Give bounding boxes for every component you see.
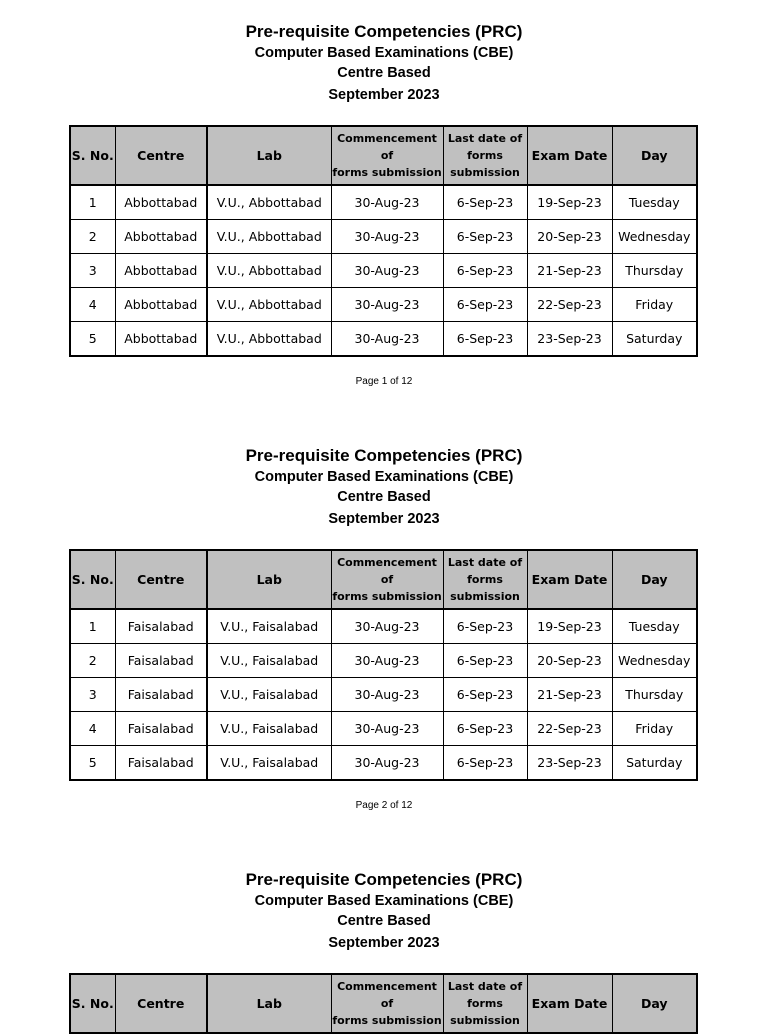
- cell-lab: V.U., Abbottabad: [207, 254, 331, 288]
- cell-centre: Faisalabad: [115, 712, 207, 746]
- col-header-last-date: [443, 126, 527, 185]
- exam-session: September 2023: [328, 511, 440, 527]
- col-header-commencement-line1: Commencement of: [337, 980, 437, 1010]
- table-row: [70, 609, 697, 644]
- page-subtitle: Computer Based Examinations (CBE): [254, 469, 514, 485]
- cell-lab: V.U., Faisalabad: [207, 644, 331, 678]
- cell-day: Wednesday: [612, 644, 697, 678]
- cell-last-date: 6-Sep-23: [443, 678, 527, 712]
- table-row: [70, 678, 697, 712]
- cell-centre: Abbottabad: [115, 322, 207, 357]
- col-header-exam-date: Exam Date: [527, 126, 612, 185]
- col-header-commencement-line2: forms submission: [332, 590, 442, 603]
- col-header-commencement-line2: forms submission: [332, 166, 442, 179]
- cell-commencement: 30-Aug-23: [331, 712, 443, 746]
- table-row: [70, 712, 697, 746]
- cell-exam-date: 22-Sep-23: [527, 712, 612, 746]
- col-header-day: Day: [612, 550, 697, 609]
- col-header-last-date-line1: Last date of: [447, 980, 523, 993]
- page-subtitle: Computer Based Examinations (CBE): [254, 893, 514, 909]
- cell-day: Tuesday: [612, 609, 697, 644]
- cell-day: Saturday: [612, 746, 697, 781]
- cell-sno: 2: [70, 644, 115, 678]
- exam-mode: Centre Based: [337, 489, 431, 505]
- col-header-lab: Lab: [207, 126, 331, 185]
- cell-lab: V.U., Faisalabad: [207, 678, 331, 712]
- table-row: [70, 185, 697, 220]
- schedule-table: [69, 973, 698, 1034]
- cell-last-date: 6-Sep-23: [443, 185, 527, 220]
- cell-day: Friday: [612, 712, 697, 746]
- cell-centre: Abbottabad: [115, 185, 207, 220]
- col-header-sno: S. No.: [70, 974, 115, 1033]
- exam-mode: Centre Based: [337, 913, 431, 929]
- col-header-lab: Lab: [207, 550, 331, 609]
- page-title: Pre-requisite Competencies (PRC): [245, 446, 523, 465]
- table-header-row: [70, 550, 697, 609]
- table-row: [70, 644, 697, 678]
- cell-last-date: 6-Sep-23: [443, 220, 527, 254]
- cell-last-date: 6-Sep-23: [443, 746, 527, 781]
- cell-lab: V.U., Abbottabad: [207, 185, 331, 220]
- page-footer: Page 1 of 12: [355, 376, 413, 387]
- cell-exam-date: 19-Sep-23: [527, 185, 612, 220]
- cell-lab: V.U., Faisalabad: [207, 746, 331, 781]
- cell-exam-date: 20-Sep-23: [527, 220, 612, 254]
- col-header-sno: S. No.: [70, 126, 115, 185]
- col-header-centre: Centre: [115, 550, 207, 609]
- cell-day: Thursday: [612, 254, 697, 288]
- cell-sno: 3: [70, 254, 115, 288]
- col-header-last-date-line2: forms: [467, 573, 503, 586]
- cell-sno: 3: [70, 678, 115, 712]
- col-header-last-date-line1: Last date of: [447, 556, 523, 569]
- cell-centre: Faisalabad: [115, 678, 207, 712]
- cell-exam-date: 23-Sep-23: [527, 746, 612, 781]
- col-header-lab: Lab: [207, 974, 331, 1033]
- cell-centre: Faisalabad: [115, 746, 207, 781]
- cell-lab: V.U., Faisalabad: [207, 609, 331, 644]
- col-header-commencement: [331, 974, 443, 1033]
- table-header-row: [70, 126, 697, 185]
- schedule-table: [69, 549, 698, 781]
- cell-exam-date: 22-Sep-23: [527, 288, 612, 322]
- col-header-last-date-line2: forms: [467, 997, 503, 1010]
- cell-centre: Faisalabad: [115, 644, 207, 678]
- cell-last-date: 6-Sep-23: [443, 609, 527, 644]
- cell-sno: 1: [70, 185, 115, 220]
- col-header-commencement-line1: Commencement of: [337, 556, 437, 586]
- cell-exam-date: 21-Sep-23: [527, 254, 612, 288]
- exam-session: September 2023: [328, 935, 440, 951]
- page-footer: Page 2 of 12: [355, 800, 413, 811]
- col-header-commencement-line2: forms submission: [332, 1014, 442, 1027]
- col-header-last-date-line2: forms: [467, 149, 503, 162]
- col-header-last-date: [443, 974, 527, 1033]
- cell-commencement: 30-Aug-23: [331, 185, 443, 220]
- cell-commencement: 30-Aug-23: [331, 288, 443, 322]
- cell-sno: 5: [70, 322, 115, 357]
- cell-exam-date: 21-Sep-23: [527, 678, 612, 712]
- table-row: [70, 288, 697, 322]
- schedule-table: [69, 125, 698, 357]
- col-header-commencement-line1: Commencement of: [337, 132, 437, 162]
- cell-day: Tuesday: [612, 185, 697, 220]
- cell-lab: V.U., Abbottabad: [207, 322, 331, 357]
- col-header-last-date-line3: submission: [450, 1014, 520, 1027]
- cell-sno: 1: [70, 609, 115, 644]
- col-header-commencement: [331, 550, 443, 609]
- col-header-day: Day: [612, 126, 697, 185]
- col-header-exam-date: Exam Date: [527, 550, 612, 609]
- cell-sno: 4: [70, 712, 115, 746]
- col-header-sno: S. No.: [70, 550, 115, 609]
- cell-sno: 5: [70, 746, 115, 781]
- col-header-last-date-line3: submission: [450, 590, 520, 603]
- cell-last-date: 6-Sep-23: [443, 644, 527, 678]
- cell-commencement: 30-Aug-23: [331, 322, 443, 357]
- cell-commencement: 30-Aug-23: [331, 746, 443, 781]
- table-row: [70, 220, 697, 254]
- page-subtitle: Computer Based Examinations (CBE): [254, 45, 514, 61]
- cell-sno: 4: [70, 288, 115, 322]
- cell-day: Friday: [612, 288, 697, 322]
- cell-commencement: 30-Aug-23: [331, 678, 443, 712]
- exam-mode: Centre Based: [337, 65, 431, 81]
- col-header-last-date: [443, 550, 527, 609]
- cell-last-date: 6-Sep-23: [443, 322, 527, 357]
- col-header-exam-date: Exam Date: [527, 974, 612, 1033]
- table-header-row: [70, 974, 697, 1033]
- cell-exam-date: 23-Sep-23: [527, 322, 612, 357]
- col-header-centre: Centre: [115, 974, 207, 1033]
- cell-commencement: 30-Aug-23: [331, 254, 443, 288]
- cell-last-date: 6-Sep-23: [443, 254, 527, 288]
- page-title: Pre-requisite Competencies (PRC): [245, 22, 523, 41]
- cell-last-date: 6-Sep-23: [443, 712, 527, 746]
- page-title: Pre-requisite Competencies (PRC): [245, 870, 523, 889]
- cell-day: Saturday: [612, 322, 697, 357]
- table-row: [70, 254, 697, 288]
- table-row: [70, 746, 697, 781]
- cell-lab: V.U., Abbottabad: [207, 288, 331, 322]
- table-row: [70, 322, 697, 357]
- col-header-last-date-line3: submission: [450, 166, 520, 179]
- cell-day: Wednesday: [612, 220, 697, 254]
- col-header-centre: Centre: [115, 126, 207, 185]
- cell-commencement: 30-Aug-23: [331, 609, 443, 644]
- exam-session: September 2023: [328, 87, 440, 103]
- cell-sno: 2: [70, 220, 115, 254]
- col-header-day: Day: [612, 974, 697, 1033]
- cell-day: Thursday: [612, 678, 697, 712]
- cell-commencement: 30-Aug-23: [331, 220, 443, 254]
- cell-exam-date: 20-Sep-23: [527, 644, 612, 678]
- cell-centre: Abbottabad: [115, 288, 207, 322]
- cell-last-date: 6-Sep-23: [443, 288, 527, 322]
- cell-centre: Abbottabad: [115, 254, 207, 288]
- cell-commencement: 30-Aug-23: [331, 644, 443, 678]
- cell-centre: Abbottabad: [115, 220, 207, 254]
- col-header-last-date-line1: Last date of: [447, 132, 523, 145]
- cell-centre: Faisalabad: [115, 609, 207, 644]
- cell-lab: V.U., Abbottabad: [207, 220, 331, 254]
- cell-exam-date: 19-Sep-23: [527, 609, 612, 644]
- col-header-commencement: [331, 126, 443, 185]
- cell-lab: V.U., Faisalabad: [207, 712, 331, 746]
